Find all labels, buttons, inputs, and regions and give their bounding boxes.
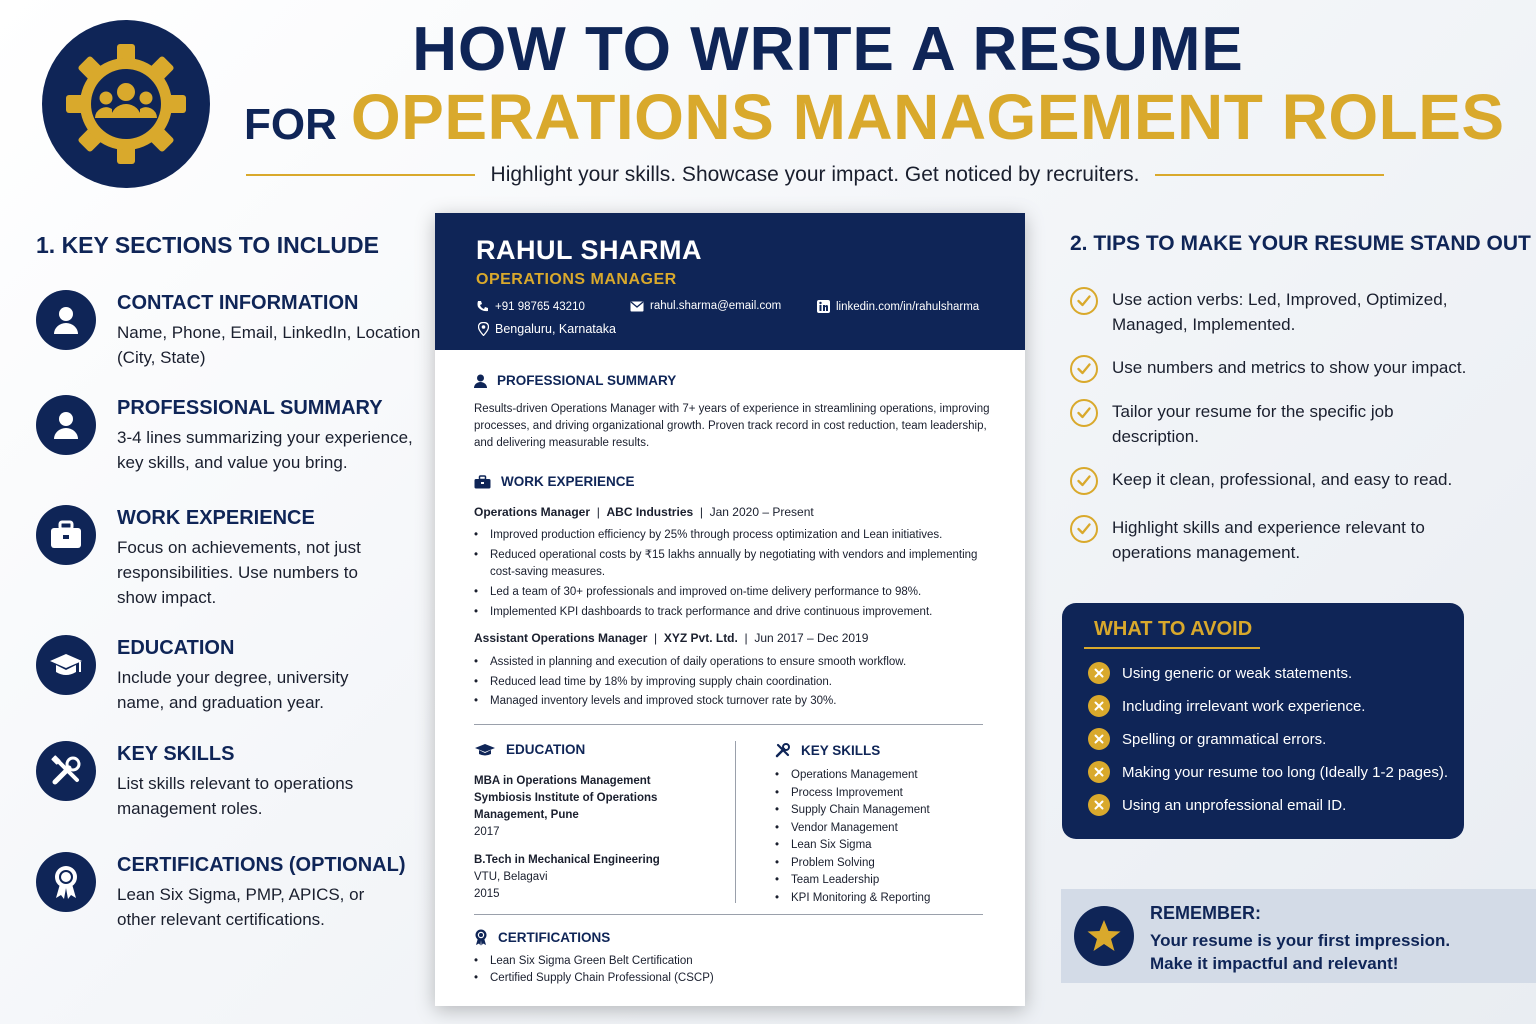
list-item: • Lean Six Sigma bbox=[775, 837, 995, 855]
x-icon bbox=[1088, 794, 1110, 816]
avoid-item bbox=[1088, 761, 1448, 783]
list-item: • Assisted in planning and execution of daily operations to ensure smooth workflow. bbox=[474, 653, 994, 673]
list-item: • Led a team of 30+ professionals and improved on-time delivery performance to 98%. bbox=[474, 584, 994, 601]
x-icon bbox=[1088, 728, 1110, 750]
divider-left bbox=[246, 174, 475, 176]
summary-heading bbox=[474, 373, 676, 388]
subtitle: Highlight your skills. Showcase your impact. Get noticed by recruiters. bbox=[490, 163, 1140, 186]
section-desc: Lean Six Sigma, PMP, APICS, or other relevant certifications. bbox=[117, 885, 365, 929]
list-item: • Reduced lead time by 18% by improving supply chain coordination. bbox=[474, 673, 994, 693]
job-bullets bbox=[474, 527, 994, 621]
skills-title: KEY SKILLS bbox=[801, 742, 881, 758]
key-sections-heading: 1. KEY SECTIONS TO INCLUDE bbox=[36, 232, 379, 258]
resume-location bbox=[478, 322, 616, 336]
page-title-line2 bbox=[244, 80, 1505, 154]
avoid-text: Using an unprofessional email ID. bbox=[1122, 796, 1347, 814]
list-item: • Supply Chain Management bbox=[775, 802, 995, 820]
title-roles: OPERATIONS MANAGEMENT ROLES bbox=[350, 81, 1505, 153]
avoid-item bbox=[1088, 728, 1326, 750]
remember-text bbox=[1150, 929, 1510, 975]
linkedin-text: linkedin.com/in/rahulsharma bbox=[836, 300, 980, 313]
avoid-text: Spelling or grammatical errors. bbox=[1122, 730, 1327, 748]
section-summary bbox=[36, 395, 426, 495]
experience-heading bbox=[474, 474, 635, 489]
degree: MBA in Operations Management bbox=[474, 775, 651, 787]
list-item: • Problem Solving bbox=[775, 855, 995, 873]
what-to-avoid-box bbox=[1062, 603, 1464, 839]
year: 2017 bbox=[474, 826, 500, 838]
tip-text: Highlight skills and experience relevant to operations management. bbox=[1112, 518, 1425, 562]
avoid-item bbox=[1088, 794, 1346, 816]
x-icon bbox=[1088, 695, 1110, 717]
email-text: rahul.sharma@email.com bbox=[650, 300, 782, 312]
section-experience bbox=[36, 505, 426, 615]
list-item: • KPI Monitoring & Reporting bbox=[775, 890, 995, 908]
job-title: Assistant Operations Manager bbox=[474, 631, 648, 645]
school: Symbiosis Institute of Operations Management, Pune bbox=[474, 792, 658, 821]
divider-right bbox=[1155, 174, 1384, 176]
remember-title: REMEMBER: bbox=[1150, 903, 1261, 923]
person-icon bbox=[474, 374, 487, 388]
location-text: Bengaluru, Karnataka bbox=[495, 322, 616, 336]
award-icon bbox=[36, 852, 96, 912]
skills-list bbox=[775, 767, 995, 907]
section-title: CERTIFICATIONS (OPTIONAL) bbox=[117, 854, 406, 876]
subtitle-row bbox=[246, 160, 1384, 190]
education-title: EDUCATION bbox=[506, 742, 586, 757]
avoid-title: WHAT TO AVOID bbox=[1094, 618, 1253, 640]
title-for: FOR bbox=[244, 100, 337, 149]
section-desc: 3-4 lines summarizing your experience, key skills, and value you bring. bbox=[117, 428, 413, 472]
job-company: ABC Industries bbox=[606, 505, 694, 519]
briefcase-icon bbox=[474, 475, 491, 489]
section-contact bbox=[36, 290, 426, 390]
list-item: • Implemented KPI dashboards to track performance and drive continuous improvement. bbox=[474, 604, 994, 621]
star-icon bbox=[1074, 906, 1134, 966]
section-title: WORK EXPERIENCE bbox=[117, 507, 315, 529]
list-item: • Team Leadership bbox=[775, 872, 995, 890]
phone-text: +91 98765 43210 bbox=[495, 300, 585, 313]
list-item: • Improved production efficiency by 25% through process optimization and Lean initiatives. bbox=[474, 527, 994, 544]
section-title: PROFESSIONAL SUMMARY bbox=[117, 397, 383, 419]
resume-name: RAHUL SHARMA bbox=[476, 235, 702, 265]
remember-line: Your resume is your first impression. bbox=[1150, 931, 1451, 950]
tip-text: Tailor your resume for the specific job description. bbox=[1112, 402, 1394, 446]
school: VTU, Belagavi bbox=[474, 871, 548, 883]
divider bbox=[474, 914, 983, 915]
job-header: Assistant Operations Manager | XYZ Pvt. Ltd. | Jun 2017 – Dec 2019 bbox=[474, 631, 869, 645]
list-item: • Process Improvement bbox=[775, 785, 995, 803]
job-header: Operations Manager | ABC Industries | Jan 2020 – Present bbox=[474, 505, 814, 519]
certifications-heading bbox=[474, 929, 610, 946]
award-icon bbox=[474, 929, 488, 946]
list-item: • Managed inventory levels and improved stock turnover rate by 30%. bbox=[474, 692, 994, 712]
section-desc: Name, Phone, Email, LinkedIn, Location (City, State) bbox=[117, 323, 421, 367]
education-heading bbox=[474, 742, 585, 757]
job-bullets bbox=[474, 653, 994, 712]
avoid-item bbox=[1088, 662, 1352, 684]
phone-icon bbox=[476, 300, 489, 313]
page-title: HOW TO WRITE A RESUME bbox=[412, 15, 1244, 84]
person-icon bbox=[36, 395, 96, 455]
resume-phone bbox=[476, 300, 585, 313]
education-entry bbox=[474, 852, 714, 903]
section-desc: Include your degree, university name, and graduation year. bbox=[117, 668, 349, 712]
resume-email bbox=[630, 300, 781, 312]
check-icon bbox=[1070, 355, 1098, 383]
list-item: • Reduced operational costs by ₹15 lakhs annually by negotiating with vendors and implementing cost-saving measures. bbox=[474, 547, 994, 581]
section-desc: Focus on achievements, not just responsibilities. Use numbers to show impact. bbox=[117, 538, 361, 607]
education-entry bbox=[474, 773, 714, 841]
year: 2015 bbox=[474, 888, 500, 900]
tip-text: Use action verbs: Led, Improved, Optimized, Managed, Implemented. bbox=[1112, 290, 1448, 334]
avoid-text: Making your resume too long (Ideally 1-2 pages). bbox=[1122, 763, 1449, 781]
check-icon bbox=[1070, 399, 1098, 427]
list-item: • Lean Six Sigma Green Belt Certification bbox=[474, 953, 874, 970]
tips-heading: 2. TIPS TO MAKE YOUR RESUME STAND OUT bbox=[1070, 232, 1531, 255]
section-skills bbox=[36, 741, 426, 841]
section-education bbox=[36, 635, 426, 735]
summary-title: PROFESSIONAL SUMMARY bbox=[497, 373, 677, 388]
x-icon bbox=[1088, 662, 1110, 684]
remember-line: Make it impactful and relevant! bbox=[1150, 954, 1399, 973]
briefcase-icon bbox=[36, 505, 96, 565]
resume-role: OPERATIONS MANAGER bbox=[476, 271, 677, 288]
location-pin-icon bbox=[478, 322, 489, 336]
degree: B.Tech in Mechanical Engineering bbox=[474, 854, 660, 866]
check-icon bbox=[1070, 515, 1098, 543]
section-certifications bbox=[36, 852, 426, 952]
list-item: • Operations Management bbox=[775, 767, 995, 785]
job-dates: Jan 2020 – Present bbox=[709, 505, 814, 519]
certifications-list bbox=[474, 953, 874, 987]
tools-icon bbox=[775, 742, 791, 758]
summary-text: Results-driven Operations Manager with 7+ years of experience in streamlining operations, improving processes, and driving organizational growth. Proven track record in cost reduction, team leadership, and delivering measurable results. bbox=[474, 403, 990, 449]
job-title: Operations Manager bbox=[474, 505, 591, 519]
section-title: EDUCATION bbox=[117, 637, 235, 659]
avoid-text: Using generic or weak statements. bbox=[1122, 664, 1353, 682]
job-dates: Jun 2017 – Dec 2019 bbox=[754, 631, 869, 645]
resume-linkedin bbox=[817, 300, 979, 313]
certifications-title: CERTIFICATIONS bbox=[498, 930, 611, 945]
divider bbox=[474, 724, 983, 725]
email-icon bbox=[630, 301, 644, 312]
skills-heading bbox=[775, 742, 880, 758]
experience-title: WORK EXPERIENCE bbox=[501, 474, 635, 489]
check-icon bbox=[1070, 287, 1098, 315]
section-desc: List skills relevant to operations management roles. bbox=[117, 774, 354, 818]
column-divider bbox=[735, 741, 736, 903]
list-item: • Vendor Management bbox=[775, 820, 995, 838]
graduation-cap-icon bbox=[36, 635, 96, 695]
resume-sample bbox=[435, 213, 1025, 1006]
graduation-cap-icon bbox=[474, 743, 496, 757]
tools-icon bbox=[36, 741, 96, 801]
section-title: CONTACT INFORMATION bbox=[117, 292, 359, 314]
tip-text: Use numbers and metrics to show your impact. bbox=[1112, 358, 1467, 377]
avoid-underline bbox=[1084, 647, 1260, 649]
avoid-text: Including irrelevant work experience. bbox=[1122, 697, 1366, 715]
avoid-item bbox=[1088, 695, 1365, 717]
tip-text: Keep it clean, professional, and easy to read. bbox=[1112, 470, 1453, 489]
linkedin-icon bbox=[817, 300, 830, 313]
remember-box bbox=[1061, 889, 1536, 983]
person-icon bbox=[36, 290, 96, 350]
check-icon bbox=[1070, 467, 1098, 495]
section-title: KEY SKILLS bbox=[117, 743, 235, 765]
job-company: XYZ Pvt. Ltd. bbox=[663, 631, 738, 645]
x-icon bbox=[1088, 761, 1110, 783]
list-item: • Certified Supply Chain Professional (CSCP) bbox=[474, 970, 874, 987]
